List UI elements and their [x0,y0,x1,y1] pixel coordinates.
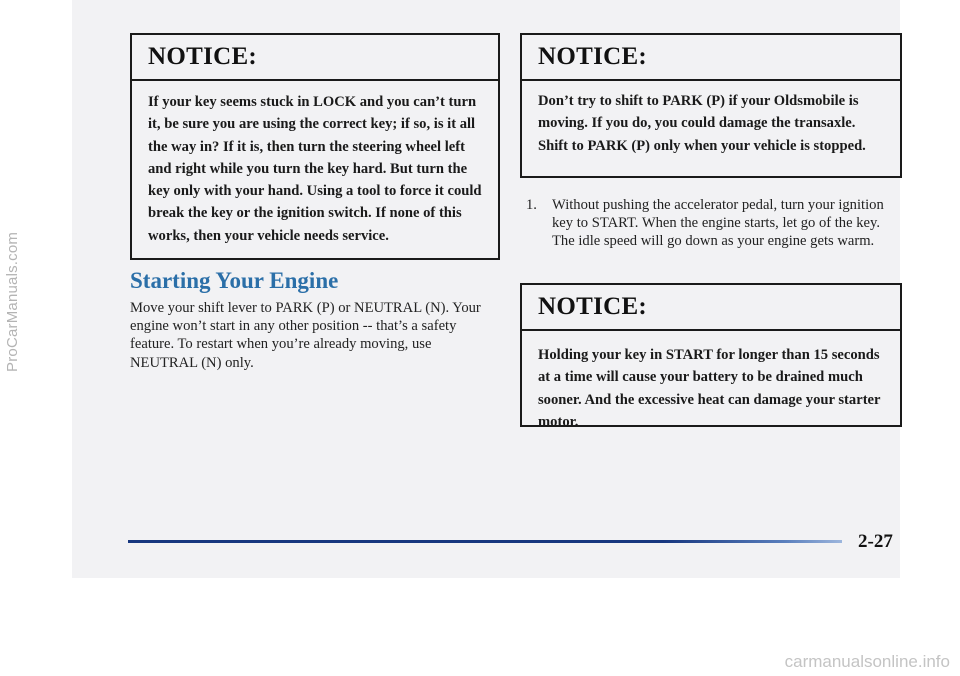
section-paragraph: Move your shift lever to PARK (P) or NEUTRAL (N). Your engine won’t start in any other position -- that’s a safety feature. To restart when you’re already moving, use NEUTRAL (N) only. [130,300,481,371]
notice-heading: NOTICE: [132,35,498,81]
bottom-watermark: carmanualsonline.info [784,652,950,671]
notice-heading: NOTICE: [522,35,900,81]
side-watermark: ProCarManuals.com [4,231,21,372]
section-title: Starting Your Engine [130,268,339,293]
footer-rule [128,540,842,543]
list-item [526,196,886,251]
notice-box-park-shift [520,33,902,178]
step-number: 1. [526,197,537,213]
notice-box-start-duration [520,283,902,430]
notice-heading: NOTICE: [522,285,900,331]
notice-body: Don’t try to shift to PARK (P) if your Oldsmobile is moving. If you do, you could damage the transaxle. Shift to PARK (P) only when your vehicle is stopped. [538,93,866,154]
step-list [526,196,886,251]
notice-body: Holding your key in START for longer than 15 seconds at a time will cause your battery to be drained much sooner. And the excessive heat can damage your starter motor. [538,347,881,430]
notice-body: If your key seems stuck in LOCK and you can’t turn it, be sure you are using the correct key; if so, is it all the way in? If it is, then turn the steering wheel left and right while you turn the key hard. But turn the key only with your hand. Using a tool to force it could break the key or the ignition switch. If none of this works, then your vehicle needs service. [148,94,482,244]
step-text: Without pushing the accelerator pedal, turn your ignition key to START. When the engine starts, let go of the key. The idle speed will go down as your engine gets warm. [552,197,884,250]
page-number: 2-27 [858,531,893,552]
notice-box-stuck-key [130,33,500,260]
